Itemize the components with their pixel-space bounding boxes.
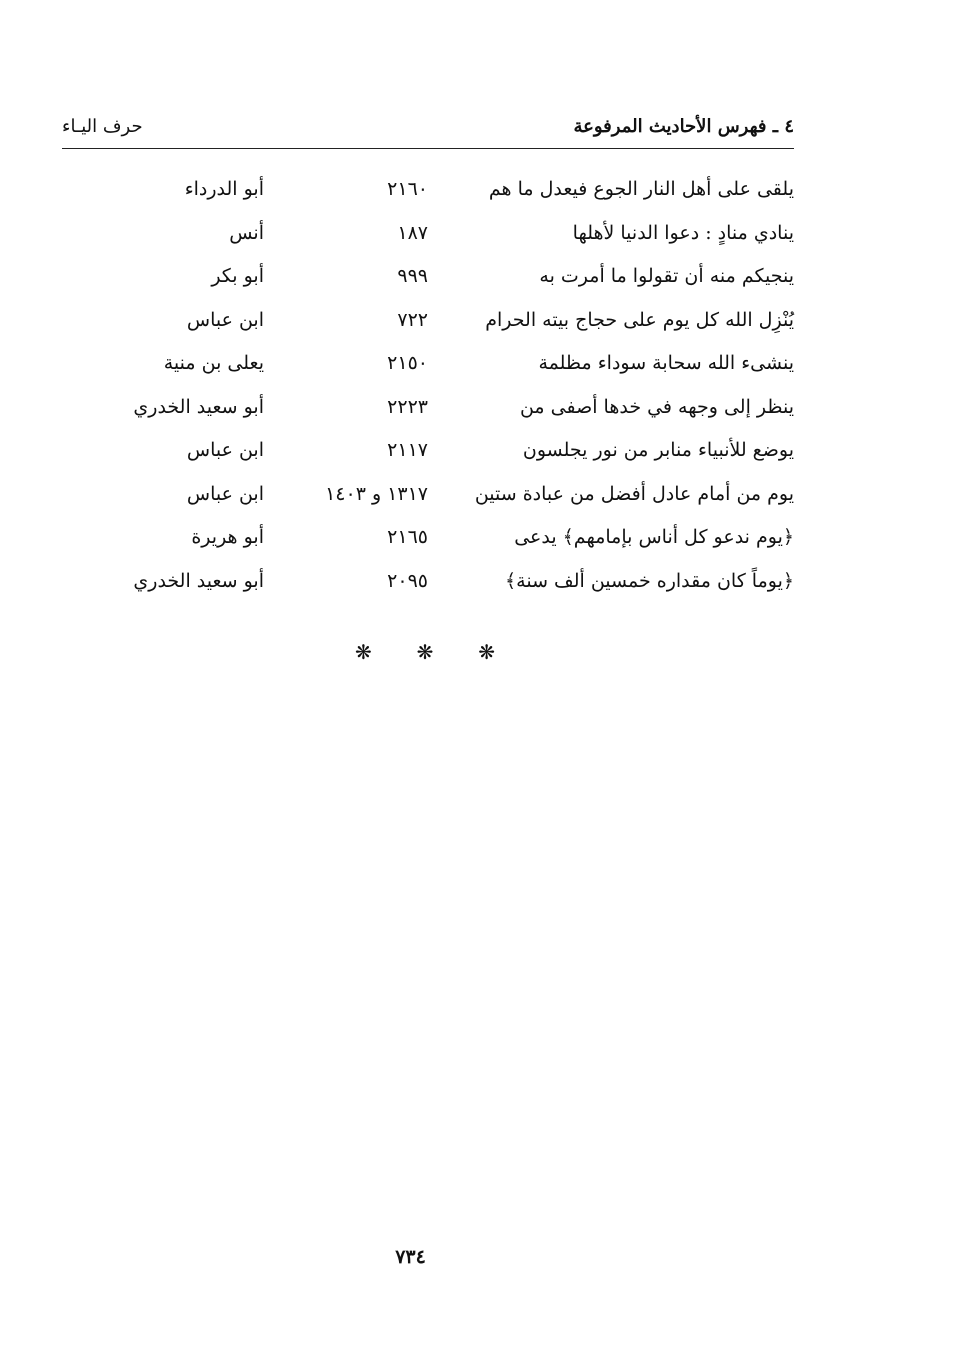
hadith-text: يوضع للأنبياء منابر من نور يجلسون	[522, 439, 794, 461]
index-row	[62, 562, 794, 606]
index-row	[62, 388, 794, 432]
hadith-number: ٢٢٢٣	[387, 395, 428, 418]
hadith-number: ٧٢٢	[397, 308, 428, 331]
index-row	[62, 431, 794, 475]
header-rule	[62, 148, 794, 149]
hadith-number: ١٨٧	[397, 221, 428, 244]
narrator-name: ابن عباس	[186, 482, 264, 505]
narrator-name: ابن عباس	[186, 308, 264, 331]
index-row	[62, 214, 794, 258]
hadith-number: ١٣١٧ و ١٤٠٣	[325, 482, 428, 505]
hadith-text: ﴿يوم ندعو كل أناس بإمامهم﴾ يدعى	[514, 526, 794, 548]
hadith-number: ٢١٦٠	[387, 178, 428, 200]
index-row	[62, 170, 794, 214]
page-number: ٧٣٤	[395, 1246, 426, 1268]
hadith-text: ينظر إلى وجهه في خدها أصفى من	[519, 395, 794, 418]
asterism-mark: ❋	[416, 640, 434, 664]
asterism-mark: ❋	[355, 640, 372, 664]
narrator-name: أبو سعيد الخدري	[133, 395, 264, 418]
index-row	[62, 518, 794, 562]
hadith-number: ٢١١٧	[387, 439, 428, 461]
narrator-name: أبو سعيد الخدري	[133, 569, 264, 592]
narrator-name: أبو الدرداء	[184, 178, 264, 200]
hadith-number: ٩٩٩	[397, 265, 428, 287]
narrator-name: أبو بكر	[211, 265, 264, 287]
running-header	[62, 112, 794, 146]
section-separator	[355, 640, 495, 664]
section-title: ٤ ـ فهرس الأحاديث المرفوعة	[573, 116, 794, 137]
narrator-name: يعلى بن منية	[163, 352, 264, 374]
narrator-name: ابن عباس	[186, 439, 264, 461]
hadith-number: ٢١٥٠	[387, 352, 428, 374]
hadith-text: ينشىء الله سحابة سوداء مظلمة	[538, 352, 794, 374]
hadith-number: ٢٠٩٥	[387, 569, 428, 592]
hadith-text: ينجيكم منه أن تقولوا ما أمرت به	[539, 265, 794, 287]
asterism-mark: ❋	[478, 640, 495, 664]
index-row	[62, 344, 794, 388]
hadith-text: ﴿يوماً كان مقداره خمسين ألف سنة﴾	[505, 569, 794, 592]
index-row	[62, 257, 794, 301]
narrator-name: أبو هريرة	[191, 526, 264, 548]
hadith-index-list	[62, 170, 794, 605]
index-row	[62, 301, 794, 345]
hadith-text: يلقى على أهل النار الجوع فيعدل ما هم	[488, 178, 794, 200]
hadith-text: يُنْزِل الله كل يوم على حجاج بيته الحرام	[485, 308, 794, 331]
hadith-number: ٢١٦٥	[387, 526, 428, 548]
hadith-text: ينادي منادٍ : دعوا الدنيا لأهلها	[572, 221, 794, 244]
narrator-name: أنس	[229, 221, 264, 244]
hadith-text: يوم من أمام عادل أفضل من عبادة ستين	[474, 482, 794, 505]
index-row	[62, 475, 794, 519]
letter-title: حرف اليـاء	[62, 116, 143, 137]
